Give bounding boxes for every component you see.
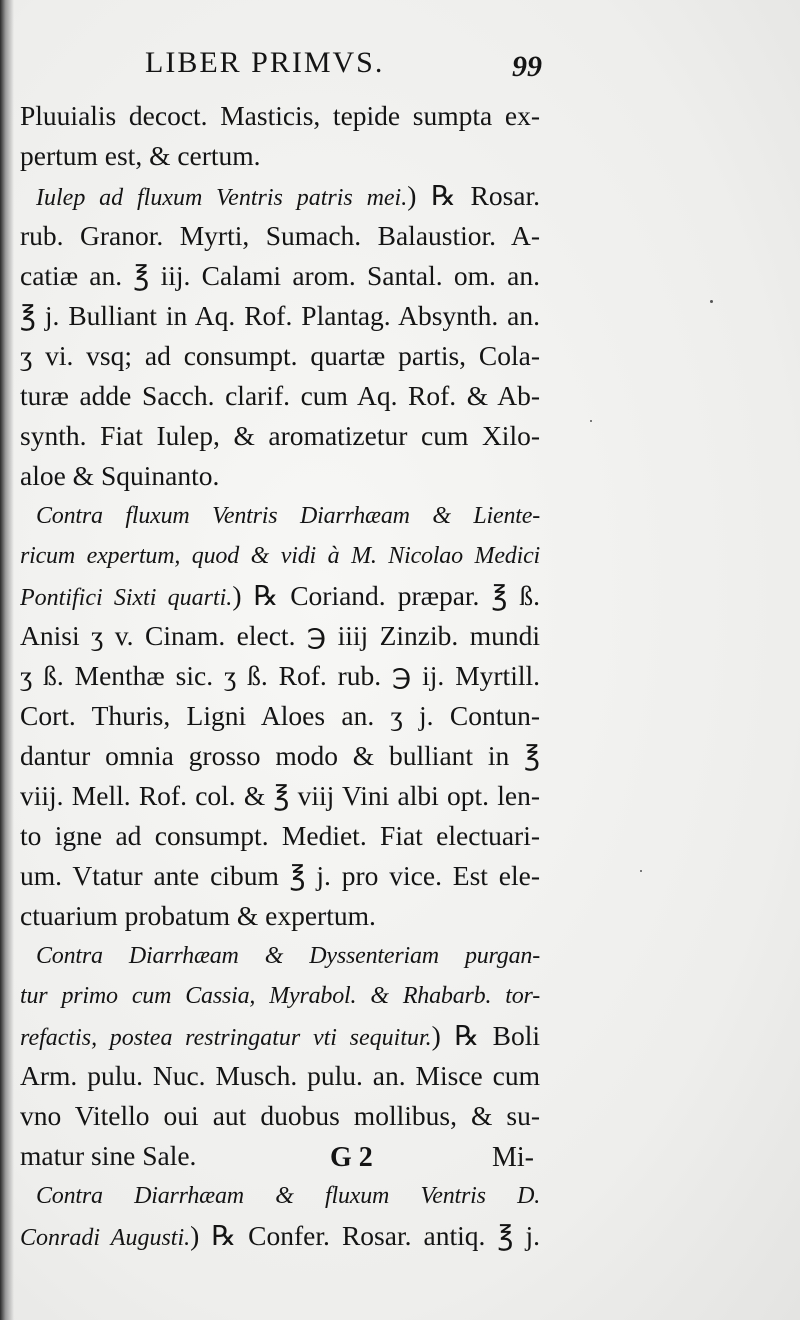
text-line: synth. Fiat Iulep, & aromatizetur cum Xilo- bbox=[20, 420, 540, 451]
text-line: ricum expertum, quod & vidi à M. Nicolao Medici bbox=[20, 543, 540, 569]
recipe-text: ) ℞ Boli bbox=[431, 1020, 540, 1051]
text-line: Contra fluxum Ventris Diarrhæam & Liente- bbox=[36, 503, 540, 529]
text-line: ʒ vi. vsq; ad consumpt. quartæ partis, Cola- bbox=[20, 340, 540, 371]
recipe-text: ) ℞ Confer. Rosar. antiq. ℥ j. bbox=[190, 1220, 540, 1251]
text-line: turæ adde Sacch. clarif. cum Aq. Rof. & Ab- bbox=[20, 380, 540, 411]
italic-heading-text: Iulep ad fluxum Ventris patris mei. bbox=[36, 185, 408, 211]
page-header bbox=[0, 46, 800, 86]
text-line: ʒ ß. Menthæ sic. ʒ ß. Rof. rub. ℈ ij. Myrtill. bbox=[20, 660, 540, 691]
text-line: vno Vitello oui aut duobus mollibus, & su- bbox=[20, 1100, 540, 1131]
text-line: Cort. Thuris, Ligni Aloes an. ʒ j. Contun- bbox=[20, 700, 540, 731]
text-line: catiæ an. ℥ iij. Calami arom. Santal. om. an. bbox=[20, 260, 540, 291]
text-line bbox=[20, 576, 540, 616]
italic-heading-text: Pontifici Sixti quarti. bbox=[20, 585, 233, 611]
text-line: um. Vtatur ante cibum ℥ j. pro vice. Est ele- bbox=[20, 860, 540, 891]
catchword: Mi- bbox=[492, 1142, 534, 1173]
recipe-text: ) ℞ Rosar. bbox=[407, 180, 540, 211]
text-line: Anisi ʒ v. Cinam. elect. ℈ iiij Zinzib. mundi bbox=[20, 620, 540, 651]
paper-speck bbox=[710, 300, 713, 303]
text-line bbox=[20, 1216, 540, 1256]
signature-mark: G 2 bbox=[330, 1142, 373, 1173]
text-line: pertum est, & certum. bbox=[20, 140, 261, 171]
italic-heading-text: refactis, postea restringatur vti sequitur. bbox=[20, 1025, 432, 1051]
text-line: Arm. pulu. Nuc. Musch. pulu. an. Misce cum bbox=[20, 1060, 540, 1091]
paper-speck bbox=[640, 870, 642, 872]
text-line: rub. Granor. Myrti, Sumach. Balaustior. A- bbox=[20, 220, 540, 251]
text-line: viij. Mell. Rof. col. & ℥ viij Vini albi opt. len- bbox=[20, 780, 540, 811]
text-line: Contra Diarrhæam & fluxum Ventris D. bbox=[36, 1183, 540, 1209]
text-line: tur primo cum Cassia, Myrabol. & Rhabarb. tor- bbox=[20, 983, 540, 1009]
text-line: dantur omnia grosso modo & bulliant in ℥ bbox=[20, 740, 540, 771]
text-line: to igne ad consumpt. Mediet. Fiat electuari- bbox=[20, 820, 540, 851]
gutter-shadow bbox=[0, 0, 14, 1320]
text-line: matur sine Sale. bbox=[20, 1140, 197, 1171]
text-line: Contra Diarrhæam & Dyssenteriam purgan- bbox=[36, 943, 540, 969]
text-line: Pluuialis decoct. Masticis, tepide sumpta ex- bbox=[20, 100, 540, 131]
recipe-text: ) ℞ Coriand. præpar. ℥ ß. bbox=[232, 580, 540, 611]
paper-speck bbox=[590, 420, 592, 422]
text-line bbox=[20, 176, 540, 216]
text-line: ℥ j. Bulliant in Aq. Rof. Plantag. Absynth. an. bbox=[20, 300, 540, 331]
italic-heading-text: Conradi Augusti. bbox=[20, 1225, 191, 1251]
body-text bbox=[20, 96, 540, 1256]
text-line: aloe & Squinanto. bbox=[20, 460, 220, 491]
page-number: 99 bbox=[512, 50, 542, 83]
text-line: ctuarium probatum & expertum. bbox=[20, 900, 376, 931]
text-line bbox=[20, 1016, 540, 1056]
footer-line bbox=[0, 1142, 800, 1182]
running-head: LIBER PRIMVS. bbox=[145, 46, 385, 79]
